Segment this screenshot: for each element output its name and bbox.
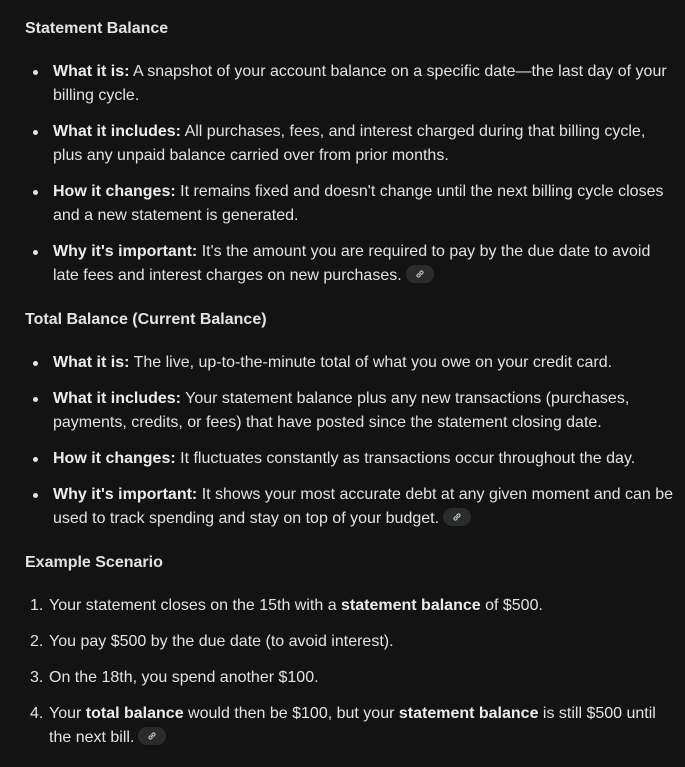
response-content: [25, 17, 675, 750]
item-text: would then be $100, but your: [183, 705, 399, 722]
item-label: Why it's important:: [53, 243, 198, 260]
item-text: It fluctuates constantly as transactions occur throughout the day.: [175, 450, 636, 467]
item-bold: statement balance: [398, 705, 539, 722]
item-label: What it is:: [53, 63, 130, 80]
list-item: [25, 120, 675, 168]
example-scenario-heading: Example Scenario: [25, 554, 163, 571]
item-number: 2.: [30, 633, 44, 650]
item-text: A snapshot of your account balance on a specific date—the last day of your billing cycle.: [53, 63, 667, 104]
item-text: You pay $500 by the due date (to avoid interest).: [49, 633, 394, 650]
item-label: Why it's important:: [53, 486, 198, 503]
example-scenario-list: [25, 594, 675, 750]
list-item: [25, 666, 675, 690]
list-item: [25, 387, 675, 435]
list-item: [25, 702, 675, 750]
source-link-chip[interactable]: [406, 265, 434, 283]
list-item: [25, 447, 675, 471]
statement-balance-list: [25, 60, 675, 288]
item-number: 1.: [30, 597, 44, 614]
link-icon: [147, 731, 157, 741]
total-balance-list: [25, 351, 675, 531]
item-text: On the 18th, you spend another $100.: [49, 669, 319, 686]
list-item: [25, 483, 675, 531]
item-text: is still $500 until the next bill.: [49, 705, 656, 746]
item-text: It's the amount you are required to pay by the due date to avoid late fees and interest charges on new purchases.: [53, 243, 651, 284]
list-item: [25, 180, 675, 228]
item-label: What it includes:: [53, 123, 181, 140]
item-number: 4.: [30, 705, 44, 722]
statement-balance-heading: Statement Balance: [25, 20, 169, 37]
source-link-chip[interactable]: [138, 727, 166, 745]
item-number: 3.: [30, 669, 44, 686]
item-bold: total balance: [85, 705, 184, 722]
item-label: How it changes:: [53, 450, 176, 467]
link-icon: [452, 512, 462, 522]
item-text: of $500.: [480, 597, 543, 614]
item-text: Your statement balance plus any new transactions (purchases, payments, credits, or fees) that have posted since the statement closing date.: [53, 390, 630, 431]
item-label: What it is:: [53, 354, 130, 371]
item-label: What it includes:: [53, 390, 181, 407]
item-bold: statement balance: [341, 597, 481, 614]
total-balance-heading: Total Balance (Current Balance): [25, 311, 267, 328]
item-text: All purchases, fees, and interest charged during that billing cycle, plus any unpaid balance carried over from prior months.: [53, 123, 646, 164]
item-label: How it changes:: [53, 183, 176, 200]
item-text: It remains fixed and doesn't change until the next billing cycle closes and a new statement is generated.: [53, 183, 664, 224]
link-icon: [415, 269, 425, 279]
list-item: [25, 594, 675, 618]
item-text: It shows your most accurate debt at any given moment and can be used to track spending and stay on top of your budget.: [53, 486, 674, 527]
item-text: The live, up-to-the-minute total of what you owe on your credit card.: [129, 354, 613, 371]
source-link-chip[interactable]: [443, 508, 471, 526]
list-item: [25, 60, 675, 108]
list-item: [25, 351, 675, 375]
item-text: Your statement closes on the 15th with a: [49, 597, 342, 614]
item-text: Your: [49, 705, 86, 722]
list-item: [25, 630, 675, 654]
list-item: [25, 240, 675, 288]
